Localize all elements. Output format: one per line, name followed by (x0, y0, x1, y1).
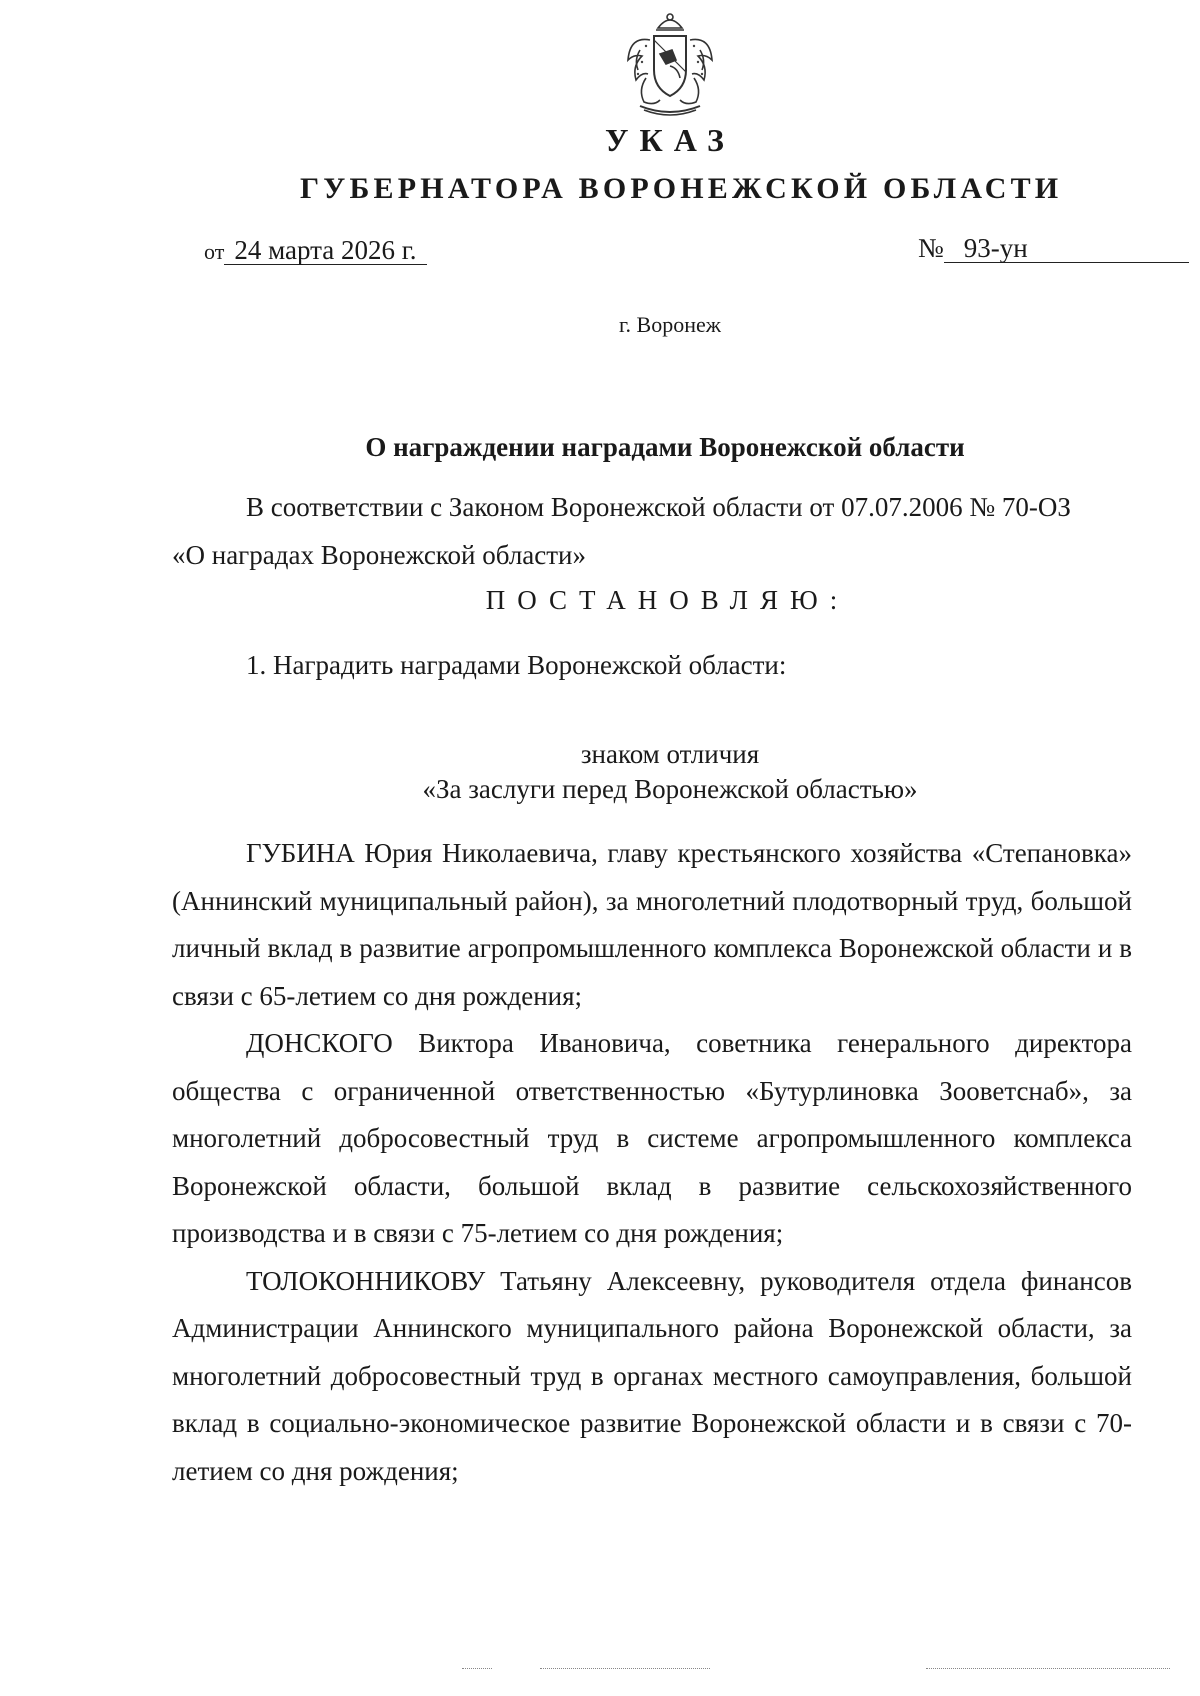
number-line (918, 233, 1189, 264)
awardee-paragraph: ДОНСКОГО Виктора Ивановича, советника генерального директора общества с ограниченной ответственностью «Бутурлиновка Зооветснаб», за многолетний добросовестный труд в системе агропромышленного комплекса Воронежской области, большой вклад в развитие сельскохозяйственного производства и в связи с 75-летием со дня рождения; (172, 1028, 1132, 1248)
document-subject: О награждении наградами Воронежской области (365, 432, 965, 462)
date-value: 24 марта 2026 г. (224, 236, 426, 265)
document-title: УКАЗ (605, 122, 735, 158)
item-1: 1. Наградить наградами Воронежской области: (246, 650, 787, 680)
date-prefix: от (204, 239, 225, 264)
scan-artifact (926, 1668, 1170, 1670)
awardees-list (172, 830, 1132, 1495)
basis-line-1: В соответствии с Законом Воронежской области от 07.07.2006 № 70-ОЗ (246, 492, 1071, 522)
awardee-paragraph: ГУБИНА Юрия Николаевича, главу крестьянского хозяйства «Степановка» (Аннинский муниципальный район), за многолетний плодотворный труд, большой личный вклад в развитие агропромышленного комплекса Воронежской области и в связи с 65-летием со дня рождения; (172, 838, 1132, 1011)
number-prefix: № (918, 233, 944, 263)
document-subtitle: ГУБЕРНАТОРА ВОРОНЕЖСКОЙ ОБЛАСТИ (300, 172, 1063, 205)
scan-artifact (462, 1668, 492, 1670)
basis-block (172, 484, 1132, 579)
award-name (0, 737, 1200, 807)
coat-of-arms-emblem (620, 10, 720, 118)
award-line-2: «За заслуги перед Воронежской областью» (422, 774, 918, 804)
awardee-paragraph: ТОЛОКОННИКОВУ Татьяну Алексеевну, руководителя отдела финансов Администрации Аннинского муниципального района Воронежской области, за многолетний добросовестный труд в органах местного самоуправления, большой вклад в социально-экономическое развитие Воронежской области и в связи с 70-летием со дня рождения; (172, 1265, 1132, 1486)
date-line (204, 235, 427, 266)
decree-heading: ПОСТАНОВЛЯЮ: (485, 585, 850, 615)
award-line-1: знаком отличия (580, 739, 760, 769)
scan-artifact (540, 1668, 710, 1670)
city: г. Воронеж (619, 312, 721, 337)
basis-line-2: «О наградах Воронежской области» (172, 539, 587, 570)
number-value: 93-ун (944, 234, 1189, 263)
